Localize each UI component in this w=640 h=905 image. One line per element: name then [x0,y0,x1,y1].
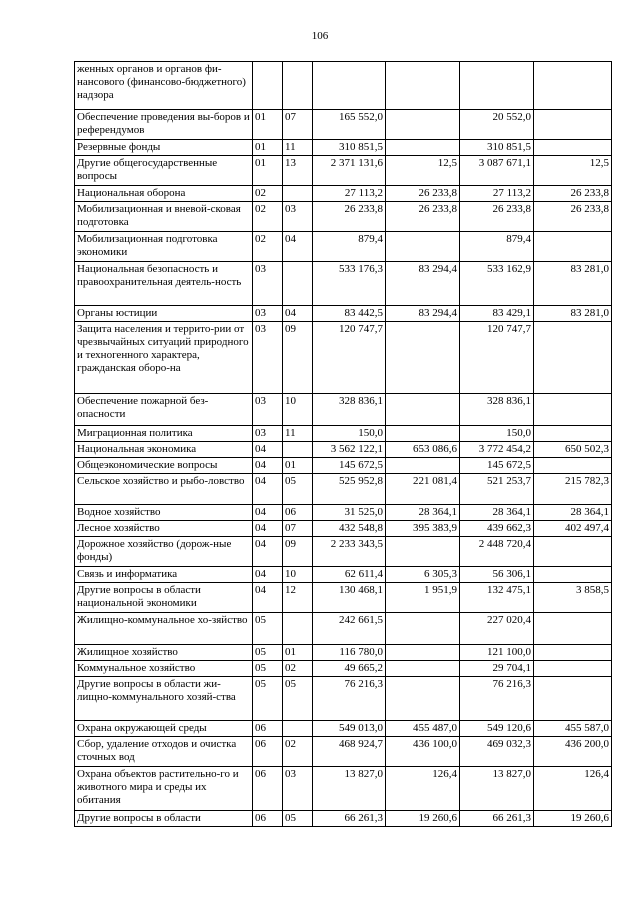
value-cell-3: 28 364,1 [460,505,534,521]
subsection-code-cell: 10 [283,567,313,583]
table-row [75,186,612,202]
section-code-cell: 01 [253,110,283,140]
subsection-code-cell [283,262,313,306]
section-code-cell: 01 [253,140,283,156]
table-row [75,442,612,458]
item-name-cell: Национальная безопасность и правоохранительная деятель-ность [75,262,253,306]
value-cell-4: 26 233,8 [534,186,612,202]
section-code-cell: 04 [253,442,283,458]
table-row [75,677,612,721]
value-cell-4 [534,537,612,567]
section-code-cell: 03 [253,394,283,426]
item-name-cell: Охрана окружающей среды [75,721,253,737]
value-cell-1: 66 261,3 [313,811,386,827]
value-cell-4: 402 497,4 [534,521,612,537]
subsection-code-cell: 07 [283,110,313,140]
section-code-cell: 04 [253,458,283,474]
value-cell-3: 3 772 454,2 [460,442,534,458]
value-cell-1: 165 552,0 [313,110,386,140]
value-cell-1: 26 233,8 [313,202,386,232]
value-cell-1: 432 548,8 [313,521,386,537]
value-cell-3: 439 662,3 [460,521,534,537]
item-name-cell: Жилищно-коммунальное хо-зяйство [75,613,253,645]
section-code-cell: 05 [253,613,283,645]
subsection-code-cell [283,442,313,458]
value-cell-3: 20 552,0 [460,110,534,140]
value-cell-3: 66 261,3 [460,811,534,827]
section-code-cell: 03 [253,426,283,442]
table-row [75,140,612,156]
value-cell-2: 83 294,4 [386,306,460,322]
value-cell-4: 126,4 [534,767,612,811]
subsection-code-cell: 12 [283,583,313,613]
value-cell-4: 215 782,3 [534,474,612,505]
value-cell-2 [386,458,460,474]
section-code-cell: 06 [253,737,283,767]
section-code-cell: 03 [253,306,283,322]
value-cell-1: 242 661,5 [313,613,386,645]
subsection-code-cell: 02 [283,737,313,767]
value-cell-4: 26 233,8 [534,202,612,232]
item-name-cell: Мобилизационная подготовка экономики [75,232,253,262]
value-cell-1: 145 672,5 [313,458,386,474]
value-cell-4 [534,567,612,583]
value-cell-1: 83 442,5 [313,306,386,322]
value-cell-2 [386,232,460,262]
value-cell-2 [386,110,460,140]
value-cell-2: 1 951,9 [386,583,460,613]
item-name-cell: Другие вопросы в области национальной экономики [75,583,253,613]
value-cell-3: 145 672,5 [460,458,534,474]
value-cell-3: 13 827,0 [460,767,534,811]
item-name-cell: Сельское хозяйство и рыбо-ловство [75,474,253,505]
value-cell-1: 62 611,4 [313,567,386,583]
value-cell-3: 27 113,2 [460,186,534,202]
value-cell-4 [534,110,612,140]
value-cell-3: 469 032,3 [460,737,534,767]
value-cell-3: 310 851,5 [460,140,534,156]
section-code-cell: 04 [253,583,283,613]
section-code-cell: 02 [253,232,283,262]
item-name-cell: Защита населения и террито-рии от чрезвычайных ситуаций природного и техногенного характера, гражданская оборо-на [75,322,253,394]
table-row [75,202,612,232]
value-cell-2 [386,661,460,677]
table-row [75,110,612,140]
value-cell-4 [534,645,612,661]
table-row [75,306,612,322]
item-name-cell: Связь и информатика [75,567,253,583]
value-cell-2 [386,613,460,645]
item-name-cell: Национальная оборона [75,186,253,202]
section-code-cell: 06 [253,721,283,737]
value-cell-4: 12,5 [534,156,612,186]
table-row [75,521,612,537]
value-cell-1: 49 665,2 [313,661,386,677]
value-cell-1: 533 176,3 [313,262,386,306]
item-name-cell: Резервные фонды [75,140,253,156]
subsection-code-cell [283,62,313,110]
subsection-code-cell: 11 [283,426,313,442]
value-cell-1: 310 851,5 [313,140,386,156]
subsection-code-cell: 01 [283,645,313,661]
value-cell-2: 653 086,6 [386,442,460,458]
value-cell-1: 525 952,8 [313,474,386,505]
section-code-cell: 03 [253,322,283,394]
value-cell-2 [386,62,460,110]
subsection-code-cell: 09 [283,537,313,567]
table-row [75,322,612,394]
subsection-code-cell: 03 [283,202,313,232]
page-number: 106 [311,30,329,42]
value-cell-3: 56 306,1 [460,567,534,583]
value-cell-1: 27 113,2 [313,186,386,202]
value-cell-1: 116 780,0 [313,645,386,661]
subsection-code-cell: 05 [283,811,313,827]
section-code-cell: 04 [253,567,283,583]
subsection-code-cell [283,186,313,202]
value-cell-1: 2 233 343,5 [313,537,386,567]
value-cell-4 [534,613,612,645]
table-row [75,426,612,442]
value-cell-4 [534,661,612,677]
item-name-cell: Лесное хозяйство [75,521,253,537]
value-cell-3: 521 253,7 [460,474,534,505]
subsection-code-cell [283,721,313,737]
subsection-code-cell: 05 [283,474,313,505]
value-cell-4: 436 200,0 [534,737,612,767]
value-cell-4 [534,394,612,426]
value-cell-4: 83 281,0 [534,262,612,306]
value-cell-2 [386,537,460,567]
subsection-code-cell: 11 [283,140,313,156]
value-cell-4: 83 281,0 [534,306,612,322]
value-cell-3: 150,0 [460,426,534,442]
value-cell-3: 121 100,0 [460,645,534,661]
subsection-code-cell [283,613,313,645]
item-name-cell: Сбор, удаление отходов и очистка сточных вод [75,737,253,767]
item-name-cell: Миграционная политика [75,426,253,442]
value-cell-4 [534,232,612,262]
value-cell-3 [460,62,534,110]
value-cell-2: 19 260,6 [386,811,460,827]
table-body [75,62,612,827]
value-cell-1: 120 747,7 [313,322,386,394]
value-cell-2: 12,5 [386,156,460,186]
value-cell-2: 6 305,3 [386,567,460,583]
item-name-cell: Коммунальное хозяйство [75,661,253,677]
section-code-cell: 06 [253,811,283,827]
subsection-code-cell: 01 [283,458,313,474]
value-cell-3: 549 120,6 [460,721,534,737]
item-name-cell: Жилищное хозяйство [75,645,253,661]
value-cell-3: 879,4 [460,232,534,262]
value-cell-3: 83 429,1 [460,306,534,322]
section-code-cell: 01 [253,156,283,186]
value-cell-1 [313,62,386,110]
subsection-code-cell: 03 [283,767,313,811]
value-cell-4: 650 502,3 [534,442,612,458]
value-cell-4 [534,458,612,474]
section-code-cell: 05 [253,661,283,677]
value-cell-2: 28 364,1 [386,505,460,521]
subsection-code-cell: 02 [283,661,313,677]
value-cell-1: 328 836,1 [313,394,386,426]
value-cell-2: 26 233,8 [386,186,460,202]
item-name-cell: Обеспечение проведения вы-боров и референдумов [75,110,253,140]
item-name-cell: Обеспечение пожарной без-опасности [75,394,253,426]
value-cell-2: 395 383,9 [386,521,460,537]
value-cell-1: 3 562 122,1 [313,442,386,458]
item-name-cell: Другие вопросы в области жи-лищно-коммунального хозяй-ства [75,677,253,721]
section-code-cell: 04 [253,537,283,567]
value-cell-2 [386,322,460,394]
table-row [75,62,612,110]
item-name-cell: Другие общегосударственные вопросы [75,156,253,186]
value-cell-4: 455 587,0 [534,721,612,737]
subsection-code-cell: 07 [283,521,313,537]
table-row [75,537,612,567]
value-cell-3: 132 475,1 [460,583,534,613]
table-row [75,232,612,262]
subsection-code-cell: 05 [283,677,313,721]
value-cell-2: 221 081,4 [386,474,460,505]
table-row [75,721,612,737]
item-name-cell: Водное хозяйство [75,505,253,521]
value-cell-2: 436 100,0 [386,737,460,767]
value-cell-1: 468 924,7 [313,737,386,767]
value-cell-4: 28 364,1 [534,505,612,521]
subsection-code-cell: 10 [283,394,313,426]
value-cell-2: 455 487,0 [386,721,460,737]
value-cell-1: 2 371 131,6 [313,156,386,186]
value-cell-3: 120 747,7 [460,322,534,394]
value-cell-4 [534,426,612,442]
value-cell-2 [386,140,460,156]
subsection-code-cell: 06 [283,505,313,521]
table-row [75,661,612,677]
value-cell-1: 130 468,1 [313,583,386,613]
value-cell-3: 227 020,4 [460,613,534,645]
value-cell-3: 328 836,1 [460,394,534,426]
table-row [75,458,612,474]
item-name-cell: женных органов и органов фи-нансового (финансово-бюджетного) надзора [75,62,253,110]
value-cell-4: 19 260,6 [534,811,612,827]
value-cell-3: 29 704,1 [460,661,534,677]
table-row [75,737,612,767]
section-code-cell: 06 [253,767,283,811]
table-row [75,262,612,306]
section-code-cell: 04 [253,505,283,521]
value-cell-1: 76 216,3 [313,677,386,721]
value-cell-4 [534,62,612,110]
value-cell-3: 76 216,3 [460,677,534,721]
section-code-cell [253,62,283,110]
table-row [75,811,612,827]
table-row [75,474,612,505]
table-row [75,613,612,645]
value-cell-1: 150,0 [313,426,386,442]
section-code-cell: 04 [253,521,283,537]
value-cell-4: 3 858,5 [534,583,612,613]
value-cell-1: 13 827,0 [313,767,386,811]
section-code-cell: 04 [253,474,283,505]
item-name-cell: Национальная экономика [75,442,253,458]
value-cell-3: 26 233,8 [460,202,534,232]
value-cell-2: 83 294,4 [386,262,460,306]
value-cell-2 [386,645,460,661]
section-code-cell: 05 [253,677,283,721]
table-row [75,156,612,186]
value-cell-2: 126,4 [386,767,460,811]
item-name-cell: Охрана объектов растительно-го и животного мира и среды их обитания [75,767,253,811]
subsection-code-cell: 09 [283,322,313,394]
subsection-code-cell: 13 [283,156,313,186]
budget-table [74,61,612,827]
table-row [75,583,612,613]
value-cell-2 [386,677,460,721]
value-cell-2 [386,394,460,426]
table-row [75,645,612,661]
item-name-cell: Другие вопросы в области [75,811,253,827]
value-cell-1: 879,4 [313,232,386,262]
section-code-cell: 02 [253,202,283,232]
value-cell-1: 549 013,0 [313,721,386,737]
table-row [75,567,612,583]
value-cell-3: 2 448 720,4 [460,537,534,567]
value-cell-4 [534,140,612,156]
item-name-cell: Дорожное хозяйство (дорож-ные фонды) [75,537,253,567]
section-code-cell: 05 [253,645,283,661]
subsection-code-cell: 04 [283,232,313,262]
table-row [75,505,612,521]
value-cell-4 [534,677,612,721]
value-cell-3: 533 162,9 [460,262,534,306]
item-name-cell: Общеэкономические вопросы [75,458,253,474]
section-code-cell: 03 [253,262,283,306]
value-cell-2 [386,426,460,442]
value-cell-4 [534,322,612,394]
value-cell-2: 26 233,8 [386,202,460,232]
table-row [75,394,612,426]
table-row [75,767,612,811]
section-code-cell: 02 [253,186,283,202]
value-cell-3: 3 087 671,1 [460,156,534,186]
subsection-code-cell: 04 [283,306,313,322]
item-name-cell: Органы юстиции [75,306,253,322]
item-name-cell: Мобилизационная и вневой-сковая подготовка [75,202,253,232]
value-cell-1: 31 525,0 [313,505,386,521]
